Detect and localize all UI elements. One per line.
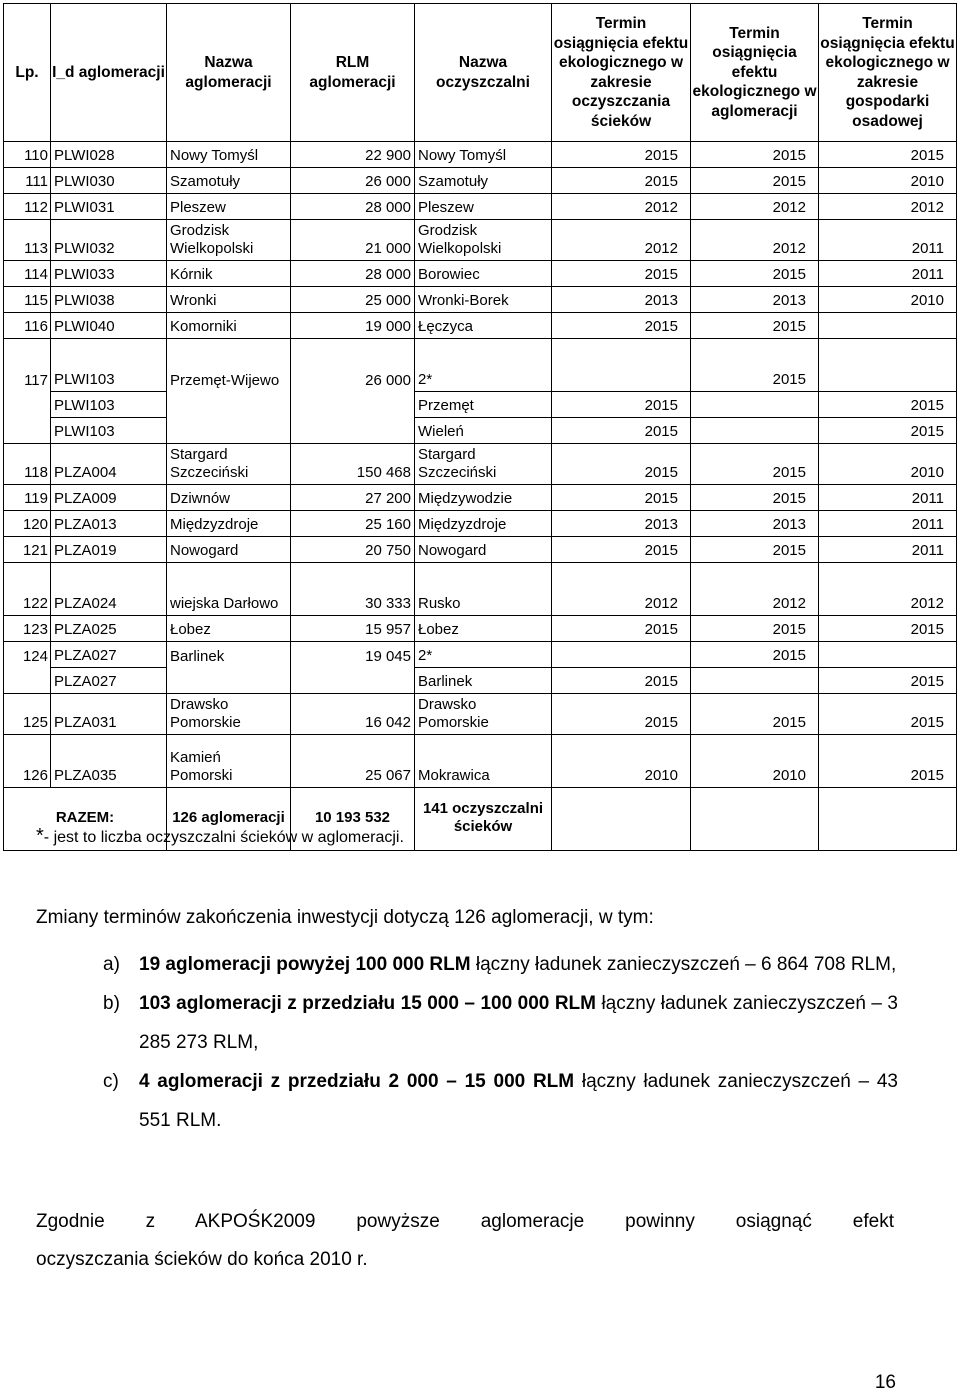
table-row <box>4 313 957 339</box>
cell-id: PLWI032 <box>51 220 167 261</box>
table-row <box>4 694 957 735</box>
cell-rlm: 28 000 <box>291 261 415 287</box>
cell-term-agglomeration <box>691 418 819 444</box>
cell-term-treatment: 2015 <box>552 392 691 418</box>
cell-name: Nowy Tomyśl <box>167 142 291 168</box>
cell-lp: 115 <box>4 287 51 313</box>
cell-name: Międzyzdroje <box>167 511 291 537</box>
cell-rlm: 19 000 <box>291 313 415 339</box>
cell-name: Nowogard <box>167 537 291 563</box>
table-row <box>4 168 957 194</box>
cell-term-sludge: 2010 <box>819 444 957 485</box>
cell-term-sludge: 2011 <box>819 485 957 511</box>
cell-term-agglomeration: 2015 <box>691 261 819 287</box>
cell-term-agglomeration: 2012 <box>691 563 819 616</box>
header-term-agglomeration: Termin osiągnięcia efektu ekologicznego w aglomeracji <box>691 4 819 142</box>
cell-lp <box>4 418 51 444</box>
final-paragraph <box>36 1203 894 1279</box>
cell-id: PLWI030 <box>51 168 167 194</box>
cell-plant: Przemęt <box>415 392 552 418</box>
header-plant: Nazwa oczyszczalni <box>415 4 552 142</box>
cell-term-agglomeration: 2015 <box>691 142 819 168</box>
cell-id: PLZA004 <box>51 444 167 485</box>
cell-id: PLZA035 <box>51 735 167 788</box>
cell-term-treatment: 2015 <box>552 444 691 485</box>
cell-term-treatment: 2015 <box>552 261 691 287</box>
cell-term-agglomeration: 2015 <box>691 485 819 511</box>
cell-id: PLZA009 <box>51 485 167 511</box>
cell-term-sludge: 2010 <box>819 168 957 194</box>
cell-plant: Międzywodzie <box>415 485 552 511</box>
intro-paragraph: Zmiany terminów zakończenia inwestycji dotyczą 126 aglomeracji, w tym: <box>36 907 654 928</box>
cell-rlm <box>291 392 415 418</box>
cell-term-treatment: 2010 <box>552 735 691 788</box>
cell-term-treatment <box>552 642 691 668</box>
cell-name: Szamotuły <box>167 168 291 194</box>
footnote-text: - jest to liczba oczyszczalni ścieków w aglomeracji. <box>43 829 404 846</box>
table-row <box>4 418 957 444</box>
cell-lp: 111 <box>4 168 51 194</box>
agglomeration-table <box>3 3 957 851</box>
cell-term-treatment: 2012 <box>552 563 691 616</box>
cell-lp: 110 <box>4 142 51 168</box>
cell-term-sludge: 2015 <box>819 735 957 788</box>
cell-plant: Borowiec <box>415 261 552 287</box>
cell-term-treatment: 2015 <box>552 537 691 563</box>
cell-lp: 123 <box>4 616 51 642</box>
cell-term-sludge: 2010 <box>819 287 957 313</box>
cell-plant: Stargard Szczeciński <box>415 444 552 485</box>
cell-term-sludge: 2012 <box>819 194 957 220</box>
item-list <box>103 945 898 1140</box>
cell-name <box>167 418 291 444</box>
cell-lp: 114 <box>4 261 51 287</box>
cell-term-sludge: 2015 <box>819 392 957 418</box>
footnote-star: * <box>36 825 44 847</box>
cell-rlm: 25 000 <box>291 287 415 313</box>
cell-id: PLZA025 <box>51 616 167 642</box>
cell-term-treatment: 2015 <box>552 668 691 694</box>
cell-lp: 116 <box>4 313 51 339</box>
table-row <box>4 339 957 392</box>
cell-id: PLZA024 <box>51 563 167 616</box>
cell-name: wiejska Darłowo <box>167 563 291 616</box>
cell-lp: 119 <box>4 485 51 511</box>
cell-lp: 125 <box>4 694 51 735</box>
cell-term-agglomeration: 2012 <box>691 194 819 220</box>
cell-rlm: 19 045 <box>291 642 415 668</box>
cell-plant: Łęczyca <box>415 313 552 339</box>
table-row <box>4 392 957 418</box>
table-row <box>4 642 957 668</box>
cell-term-agglomeration: 2015 <box>691 313 819 339</box>
cell-term-treatment: 2015 <box>552 168 691 194</box>
cell-name: Grodzisk Wielkopolski <box>167 220 291 261</box>
cell-term-sludge: 2012 <box>819 563 957 616</box>
cell-term-agglomeration <box>691 668 819 694</box>
cell-term-treatment: 2015 <box>552 142 691 168</box>
cell-id: PLWI028 <box>51 142 167 168</box>
cell-term-agglomeration: 2015 <box>691 642 819 668</box>
cell-plant: Barlinek <box>415 668 552 694</box>
cell-plant: Rusko <box>415 563 552 616</box>
item-label: b) <box>103 993 120 1014</box>
list-item <box>103 1062 898 1140</box>
cell-rlm: 16 042 <box>291 694 415 735</box>
cell-name <box>167 392 291 418</box>
total-label: RAZEM: <box>4 788 167 851</box>
item-label: c) <box>103 1071 119 1092</box>
cell-rlm: 30 333 <box>291 563 415 616</box>
cell-name: Drawsko Pomorskie <box>167 694 291 735</box>
item-text: łączny ładunek zanieczyszczeń – 6 864 708 RLM, <box>470 954 897 975</box>
cell-term-agglomeration: 2015 <box>691 444 819 485</box>
cell-term-agglomeration: 2015 <box>691 616 819 642</box>
cell-plant: 2* <box>415 642 552 668</box>
table-row <box>4 287 957 313</box>
table-row <box>4 444 957 485</box>
final-line-1: Zgodnie z AKPOŚK2009 powyższe aglomeracje powinny osiągnąć efekt <box>36 1211 894 1232</box>
cell-id: PLZA019 <box>51 537 167 563</box>
cell-lp: 117 <box>4 339 51 392</box>
cell-id: PLWI103 <box>51 339 167 392</box>
list-item <box>103 945 898 984</box>
cell-name: Stargard Szczeciński <box>167 444 291 485</box>
cell-name: Kamień Pomorski <box>167 735 291 788</box>
cell-term-treatment: 2015 <box>552 418 691 444</box>
cell-lp <box>4 392 51 418</box>
cell-term-agglomeration: 2015 <box>691 694 819 735</box>
cell-name: Łobez <box>167 616 291 642</box>
cell-name: Pleszew <box>167 194 291 220</box>
table-row <box>4 537 957 563</box>
cell-name: Barlinek <box>167 642 291 668</box>
cell-term-sludge: 2015 <box>819 616 957 642</box>
header-rlm: RLM aglomeracji <box>291 4 415 142</box>
cell-plant: Wieleń <box>415 418 552 444</box>
cell-id: PLZA027 <box>51 642 167 668</box>
cell-term-sludge: 2015 <box>819 142 957 168</box>
cell-plant: Nowogard <box>415 537 552 563</box>
cell-plant: 2* <box>415 339 552 392</box>
cell-term-sludge: 2015 <box>819 668 957 694</box>
total-empty <box>691 788 819 851</box>
cell-term-agglomeration: 2013 <box>691 511 819 537</box>
cell-rlm: 22 900 <box>291 142 415 168</box>
cell-term-treatment <box>552 339 691 392</box>
cell-term-sludge <box>819 313 957 339</box>
table-row <box>4 735 957 788</box>
item-text: łączny ładunek zanieczyszczeń – 3 285 273 RLM, <box>139 993 898 1053</box>
cell-name: Dziwnów <box>167 485 291 511</box>
cell-name: Wronki <box>167 287 291 313</box>
cell-term-agglomeration: 2015 <box>691 168 819 194</box>
cell-id: PLZA013 <box>51 511 167 537</box>
cell-name: Komorniki <box>167 313 291 339</box>
cell-name <box>167 668 291 694</box>
total-plants: 141 oczyszczalni ścieków <box>415 788 552 851</box>
cell-rlm: 26 000 <box>291 168 415 194</box>
cell-id: PLWI103 <box>51 392 167 418</box>
cell-rlm: 25 067 <box>291 735 415 788</box>
cell-lp: 126 <box>4 735 51 788</box>
table-row <box>4 616 957 642</box>
table-row <box>4 194 957 220</box>
cell-term-agglomeration: 2015 <box>691 339 819 392</box>
footnote <box>36 825 404 848</box>
cell-id: PLWI033 <box>51 261 167 287</box>
final-line-2: oczyszczania ścieków do końca 2010 r. <box>36 1249 368 1270</box>
cell-term-agglomeration: 2015 <box>691 537 819 563</box>
item-bold: 19 aglomeracji powyżej 100 000 RLM <box>139 954 471 975</box>
cell-term-agglomeration: 2013 <box>691 287 819 313</box>
table-row <box>4 668 957 694</box>
cell-plant: Pleszew <box>415 194 552 220</box>
cell-term-agglomeration <box>691 392 819 418</box>
cell-plant: Mokrawica <box>415 735 552 788</box>
cell-id: PLZA027 <box>51 668 167 694</box>
item-bold: 103 aglomeracji z przedziału 15 000 – 100 000 RLM <box>139 993 596 1014</box>
cell-term-treatment: 2013 <box>552 511 691 537</box>
list-item <box>103 984 898 1062</box>
cell-term-sludge <box>819 339 957 392</box>
cell-plant: Drawsko Pomorskie <box>415 694 552 735</box>
cell-plant: Wronki-Borek <box>415 287 552 313</box>
cell-rlm: 20 750 <box>291 537 415 563</box>
cell-rlm: 150 468 <box>291 444 415 485</box>
page-number: 16 <box>874 1372 896 1393</box>
total-empty <box>552 788 691 851</box>
cell-id: PLWI040 <box>51 313 167 339</box>
cell-lp: 112 <box>4 194 51 220</box>
cell-term-sludge: 2015 <box>819 418 957 444</box>
cell-lp: 118 <box>4 444 51 485</box>
cell-term-treatment: 2015 <box>552 485 691 511</box>
cell-rlm: 21 000 <box>291 220 415 261</box>
cell-term-sludge <box>819 642 957 668</box>
cell-term-sludge: 2011 <box>819 220 957 261</box>
header-term-treatment: Termin osiągnięcia efektu ekologicznego w zakresie oczyszczania ścieków <box>552 4 691 142</box>
cell-name: Kórnik <box>167 261 291 287</box>
item-text: łączny ładunek zanieczyszczeń – 43 551 RLM. <box>139 1071 898 1131</box>
cell-name: Przemęt-Wijewo <box>167 339 291 392</box>
total-rlm: 10 193 532 <box>291 788 415 851</box>
table-header-row <box>4 4 957 142</box>
cell-term-treatment: 2013 <box>552 287 691 313</box>
cell-term-sludge: 2011 <box>819 511 957 537</box>
cell-rlm <box>291 668 415 694</box>
cell-term-sludge: 2011 <box>819 537 957 563</box>
item-label: a) <box>103 954 120 975</box>
table-row <box>4 485 957 511</box>
cell-term-sludge: 2011 <box>819 261 957 287</box>
cell-lp: 122 <box>4 563 51 616</box>
cell-rlm: 15 957 <box>291 616 415 642</box>
table-row <box>4 142 957 168</box>
cell-rlm: 28 000 <box>291 194 415 220</box>
cell-id: PLZA031 <box>51 694 167 735</box>
cell-plant: Grodzisk Wielkopolski <box>415 220 552 261</box>
cell-term-treatment: 2012 <box>552 194 691 220</box>
total-agglomerations: 126 aglomeracji <box>167 788 291 851</box>
cell-lp: 124 <box>4 642 51 668</box>
cell-lp: 113 <box>4 220 51 261</box>
cell-rlm <box>291 418 415 444</box>
table-row <box>4 563 957 616</box>
cell-term-treatment: 2015 <box>552 313 691 339</box>
header-id: I_d aglomeracji <box>51 4 167 142</box>
cell-term-agglomeration: 2010 <box>691 735 819 788</box>
cell-id: PLWI038 <box>51 287 167 313</box>
cell-term-sludge: 2015 <box>819 694 957 735</box>
cell-lp: 120 <box>4 511 51 537</box>
cell-id: PLWI031 <box>51 194 167 220</box>
cell-lp: 121 <box>4 537 51 563</box>
cell-id: PLWI103 <box>51 418 167 444</box>
header-name: Nazwa aglomeracji <box>167 4 291 142</box>
cell-plant: Nowy Tomyśl <box>415 142 552 168</box>
cell-plant: Łobez <box>415 616 552 642</box>
cell-plant: Szamotuły <box>415 168 552 194</box>
cell-term-agglomeration: 2012 <box>691 220 819 261</box>
cell-rlm: 26 000 <box>291 339 415 392</box>
total-empty <box>819 788 957 851</box>
table-row <box>4 220 957 261</box>
item-bold: 4 aglomeracji z przedziału 2 000 – 15 000 RLM <box>139 1071 575 1092</box>
table-row <box>4 511 957 537</box>
cell-rlm: 27 200 <box>291 485 415 511</box>
cell-lp <box>4 668 51 694</box>
cell-rlm: 25 160 <box>291 511 415 537</box>
cell-plant: Międzyzdroje <box>415 511 552 537</box>
cell-term-treatment: 2015 <box>552 616 691 642</box>
header-term-sludge: Termin osiągnięcia efektu ekologicznego w zakresie gospodarki osadowej <box>819 4 957 142</box>
cell-term-treatment: 2015 <box>552 694 691 735</box>
table-row <box>4 261 957 287</box>
cell-term-treatment: 2012 <box>552 220 691 261</box>
header-lp: Lp. <box>4 4 51 142</box>
